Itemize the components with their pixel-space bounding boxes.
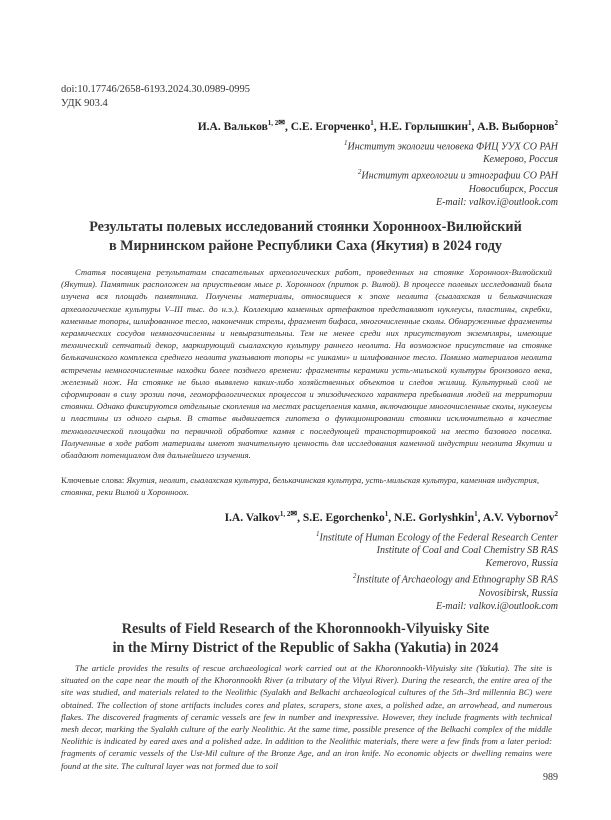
author-sup: 1, 2 <box>279 510 291 518</box>
author-name: Н.Е. Горлышкин <box>379 120 468 133</box>
affil-sup: 2 <box>352 572 357 581</box>
affil-line: Institute of Coal and Coal Chemistry SB RAS <box>376 545 558 557</box>
affil-line: Kemerovo, Russia <box>485 558 558 570</box>
authors-ru: И.А. Вальков$^{1, 2✉}$, С.Е. Егорченко$^1$, Н.Е. Горлышкин$^1$, А.В. Выборнов$^2$ <box>197 118 558 133</box>
affil-line: Institute of Archaeology and Ethnography SB RAS <box>356 574 558 586</box>
affiliations-en <box>316 528 558 613</box>
email-ru: E-mail: valkov.i@outlook.com <box>435 196 558 208</box>
keywords-text: Якутия, неолит, сыалахская культура, белькачинская культура, усть-мильская культура, каменная индустрия, стоянка, реки Вилюй и Хоронноох. <box>61 475 540 498</box>
affil-line: Новосибирск, Россия <box>468 183 558 195</box>
author-sup: 2 <box>554 510 558 518</box>
affil-sup: 1 <box>344 139 348 147</box>
author-name: С.Е. Егорченко <box>290 120 371 133</box>
title-en <box>60 620 551 658</box>
author-name: А.В. Выборнов <box>477 120 555 133</box>
abstract-ru: Статья посвящена результатам спасательных археологических работ, проведенных на стоянке Хоронноох-Вилюйский (Якутия). Памятник расположен на приустьевом мысе р. Хоронноох (приток р. Вилюй). В процессе полевых исследований была изучена вся площадь памятника. Получены материалы, относящиеся к эпохе неолита (сыалахская и белькачинская археологические культуры V–III тыс. до н.э.). Коллекцию каменных артефактов представляют нуклеусы, пластины, скребки, каменные топоры, шлифованное тесло, наконечник стрелы, фрагмент бифаса, многочисленные сколы. Обнаруженные фрагменты керамических сосудов немногочисленны и невыразительны. Тем не менее среди них присутствуют экземпляры, имеющие технический сетчатый декор, маркирующий сыалахскую культуру раннего неолита. На возможное присутствие на стоянке белькачинского комплекса среднего неолита указывают топоры «с ушками» и шлифованное тесло. Помимо материалов неолита встречены немногочисленные находки более позднего времени: фрагменты керамики усть-мильской культуры бронзового века, железный нож. На стоянке не было выявлено каких-либо хозяйственных объектов и следов жилищ. Культурный слой не сформирован в силу эрозии почв, геоморфологических процессов и эпизодического характера пребывания людей на территории стоянки. Однако фиксируются отдельные скопления на местах расщепления камня, включающие многочисленные сколы, нуклеусы и пластины из одного сырья. В статье выдвигается гипотеза о функционировании стоянки исключительно в качестве технологической площадки по первичной обработке камня с последующей транспортировкой на место базового поселка. Полученные в ходе работ материалы имеют значительную ценность для исследования каменной индустрии неолита Якутии и обладают потенциалом для дальнейшего изучения. <box>61 267 552 461</box>
author-name: I.A. Valkov <box>224 511 280 524</box>
keywords-ru <box>61 474 552 498</box>
mail-icon: ✉ <box>278 118 285 127</box>
title-line: in the Mirny District of the Republic of Sakha (Yakutia) in 2024 <box>112 640 499 656</box>
author-name: И.А. Вальков <box>197 120 268 133</box>
author-sup: 1 <box>474 510 478 518</box>
affil-line: Кемерово, Россия <box>483 154 558 166</box>
page-number: 989 <box>543 772 558 783</box>
title-line: Результаты полевых исследований стоянки Хоронноох-Вилюйский <box>89 219 522 235</box>
mail-icon: ✉ <box>290 509 298 518</box>
author-sup: 2 <box>554 119 558 127</box>
affil-line: Novosibirsk, Russia <box>478 587 558 599</box>
keywords-label: Ключевые слова: <box>61 475 125 485</box>
affil-line: Институт экологии человека ФИЦ УУХ СО РАН <box>347 141 558 153</box>
affiliations-ru <box>344 137 558 209</box>
author-sup: 1 <box>467 119 472 127</box>
author-name: A.V. Vybornov <box>482 511 555 524</box>
affil-sup: 1 <box>316 530 320 538</box>
email-en: E-mail: valkov.i@outlook.com <box>435 600 558 612</box>
title-line: в Мирнинском районе Республики Саха (Якутия) в 2024 году <box>108 238 503 254</box>
doi: doi:10.17746/2658-6193.2024.30.0989-0995 <box>61 84 250 95</box>
abstract-en: The article provides the results of rescue archaeological work carried out at the Khoronnookh-Vilyuisky site (Yakutia). The site is situated on the cape near the mouth of the Khoronnookh River (a tributary of the Vilyui River). During the research, the entire area of the site was studied, and materials related to the Neolithic (Syalakh and Belkachi archaeological cultures of the 5th–3rd millennia BC) were obtained. The collection of stone artifacts includes cores and plates, scrapers, stone axes, a polished adze, an arrowhead, and numerous flakes. The discovered fragments of ceramic vessels are few in number and inexpressive. However, they include fragments with technical mesh decor, marking the Syalakh culture of the early Neolithic. At the same time, possible presence of the Belkachi complex of the middle Neolithic is indicated by eared axes and a polished adze. In addition to the Neolithic materials, there were a few finds from a later period: fragments of ceramic vessels of the Ust-Mil culture of the Bronze Age, and an iron knife. No economic objects or dwelling remains were found at the site. The cultural layer was not formed due to soil <box>61 663 552 771</box>
author-sup: 1, 2 <box>267 119 279 127</box>
title-line: Results of Field Research of the Khoronnookh-Vilyuisky Site <box>121 621 490 637</box>
author-sup: 1 <box>384 510 389 518</box>
affil-line: Institute of Human Ecology of the Federal Research Center <box>319 532 558 544</box>
author-name: N.E. Gorlyshkin <box>393 511 475 524</box>
udk: УДК 903.4 <box>61 98 108 109</box>
title-ru <box>60 218 551 256</box>
author-sup: 1 <box>370 119 374 127</box>
affil-sup: 2 <box>357 168 362 177</box>
author-name: S.E. Egorchenko <box>302 511 385 524</box>
authors-en: I.A. Valkov$^{1, 2✉}$, S.E. Egorchenko$^1$, N.E. Gorlyshkin$^1$, A.V. Vybornov$^2$ <box>224 509 558 524</box>
affil-line: Институт археологии и этнографии СО РАН <box>361 170 558 182</box>
